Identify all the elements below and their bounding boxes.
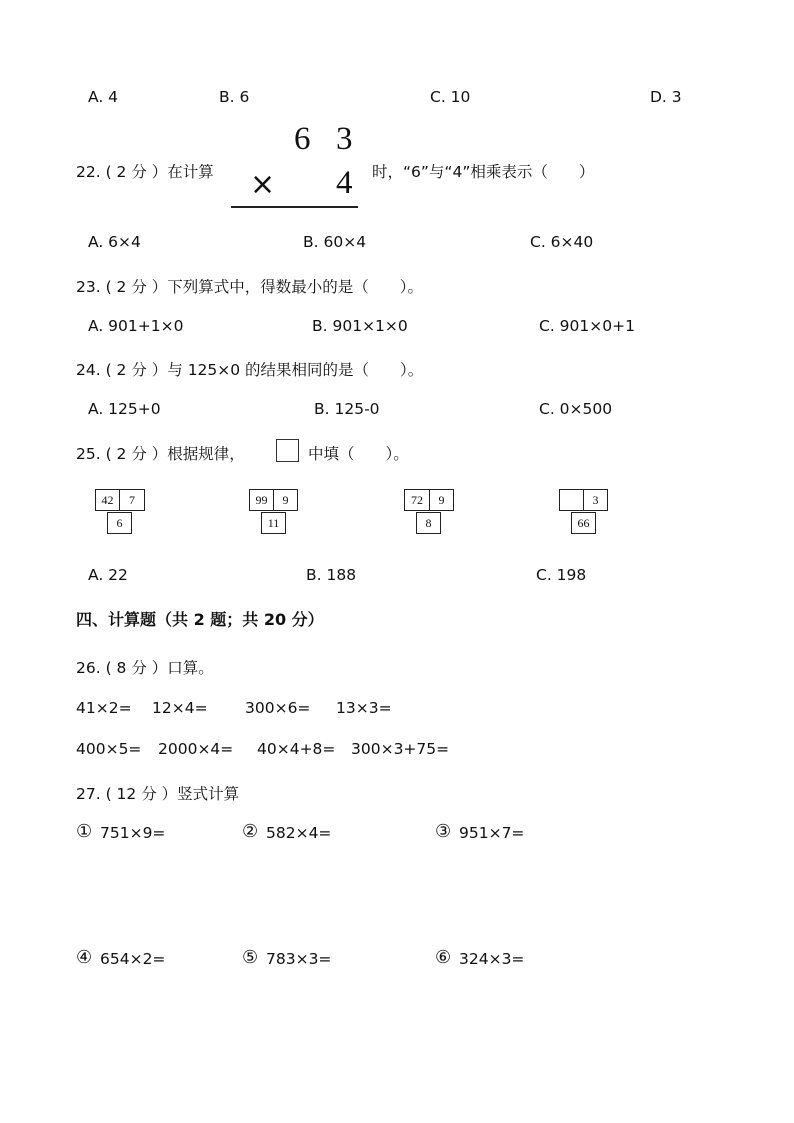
q25-option-a: A. 22 [88, 566, 128, 584]
q27-expr: 324×3= [459, 950, 525, 968]
q22-top-digit-1: 6 [294, 121, 311, 157]
figure-top-left: 99 [249, 489, 274, 511]
q22-times-sign: × [250, 167, 276, 202]
q27-number: ⑥ [435, 947, 452, 968]
q26-item: 12×4= [152, 699, 208, 717]
q27-expr: 783×3= [266, 950, 332, 968]
q27-expr: 951×7= [459, 824, 525, 842]
q22-option-b: B. 60×4 [303, 233, 367, 251]
q24-option-c: C. 0×500 [539, 400, 613, 418]
figure-top-left: 72 [404, 489, 430, 511]
section-title: 四、计算题（共 2 题；共 20 分） [76, 610, 324, 629]
q24-option-a: A. 125+0 [88, 400, 161, 418]
q26-text: 26. ( 8 分 ）口算。 [76, 659, 214, 677]
q23-option-c: C. 901×0+1 [539, 317, 635, 335]
figure-top-right: 9 [273, 489, 298, 511]
q22-vertical-line [231, 206, 358, 208]
q26-item: 13×3= [336, 699, 392, 717]
q27-number: ① [76, 821, 93, 842]
figure-bottom: 11 [261, 512, 286, 534]
q22-suffix: 时，“6”与“4”相乘表示（ ） [372, 163, 595, 181]
q21-option-c: C. 10 [430, 88, 471, 106]
q25-blank-box [276, 439, 299, 462]
q27-number: ③ [435, 821, 452, 842]
figure-top-right: 9 [429, 489, 454, 511]
q25-suffix: 中填（ ）。 [308, 445, 409, 463]
q23-option-a: A. 901+1×0 [88, 317, 184, 335]
q22-option-a: A. 6×4 [88, 233, 141, 251]
q27-expr: 751×9= [100, 824, 166, 842]
q25-option-c: C. 198 [536, 566, 587, 584]
q27-expr: 582×4= [266, 824, 332, 842]
q26-item: 300×6= [245, 699, 311, 717]
q22-bottom-digit: 4 [336, 165, 353, 201]
q27-text: 27. ( 12 分 ）竖式计算 [76, 785, 240, 803]
q25-prefix: 25. ( 2 分 ）根据规律， [76, 445, 245, 463]
q21-option-d: D. 3 [650, 88, 682, 106]
q27-number: ⑤ [242, 947, 259, 968]
q26-item: 2000×4= [158, 740, 234, 758]
q21-option-a: A. 4 [88, 88, 119, 106]
q27-number: ② [242, 821, 259, 842]
q24-text: 24. ( 2 分 ）与 125×0 的结果相同的是（ ）。 [76, 361, 424, 379]
q26-item: 40×4+8= [257, 740, 336, 758]
q24-option-b: B. 125-0 [314, 400, 380, 418]
figure-top-left: 42 [95, 489, 120, 511]
q27-number: ④ [76, 947, 93, 968]
q26-item: 400×5= [76, 740, 142, 758]
q22-top-digit-2: 3 [336, 121, 353, 157]
q26-item: 300×3+75= [351, 740, 450, 758]
q21-option-b: B. 6 [219, 88, 250, 106]
q26-item: 41×2= [76, 699, 132, 717]
figure-top-left-blank [559, 489, 584, 511]
figure-bottom: 66 [571, 512, 596, 534]
q22-prefix: 22. ( 2 分 ）在计算 [76, 163, 214, 181]
q25-option-b: B. 188 [306, 566, 357, 584]
q22-option-c: C. 6×40 [530, 233, 594, 251]
q23-text: 23. ( 2 分 ）下列算式中，得数最小的是（ ）。 [76, 278, 424, 296]
q23-option-b: B. 901×1×0 [312, 317, 408, 335]
figure-bottom: 8 [416, 512, 441, 534]
q27-expr: 654×2= [100, 950, 166, 968]
figure-bottom: 6 [107, 512, 132, 534]
figure-top-right: 3 [583, 489, 608, 511]
figure-top-right: 7 [119, 489, 145, 511]
